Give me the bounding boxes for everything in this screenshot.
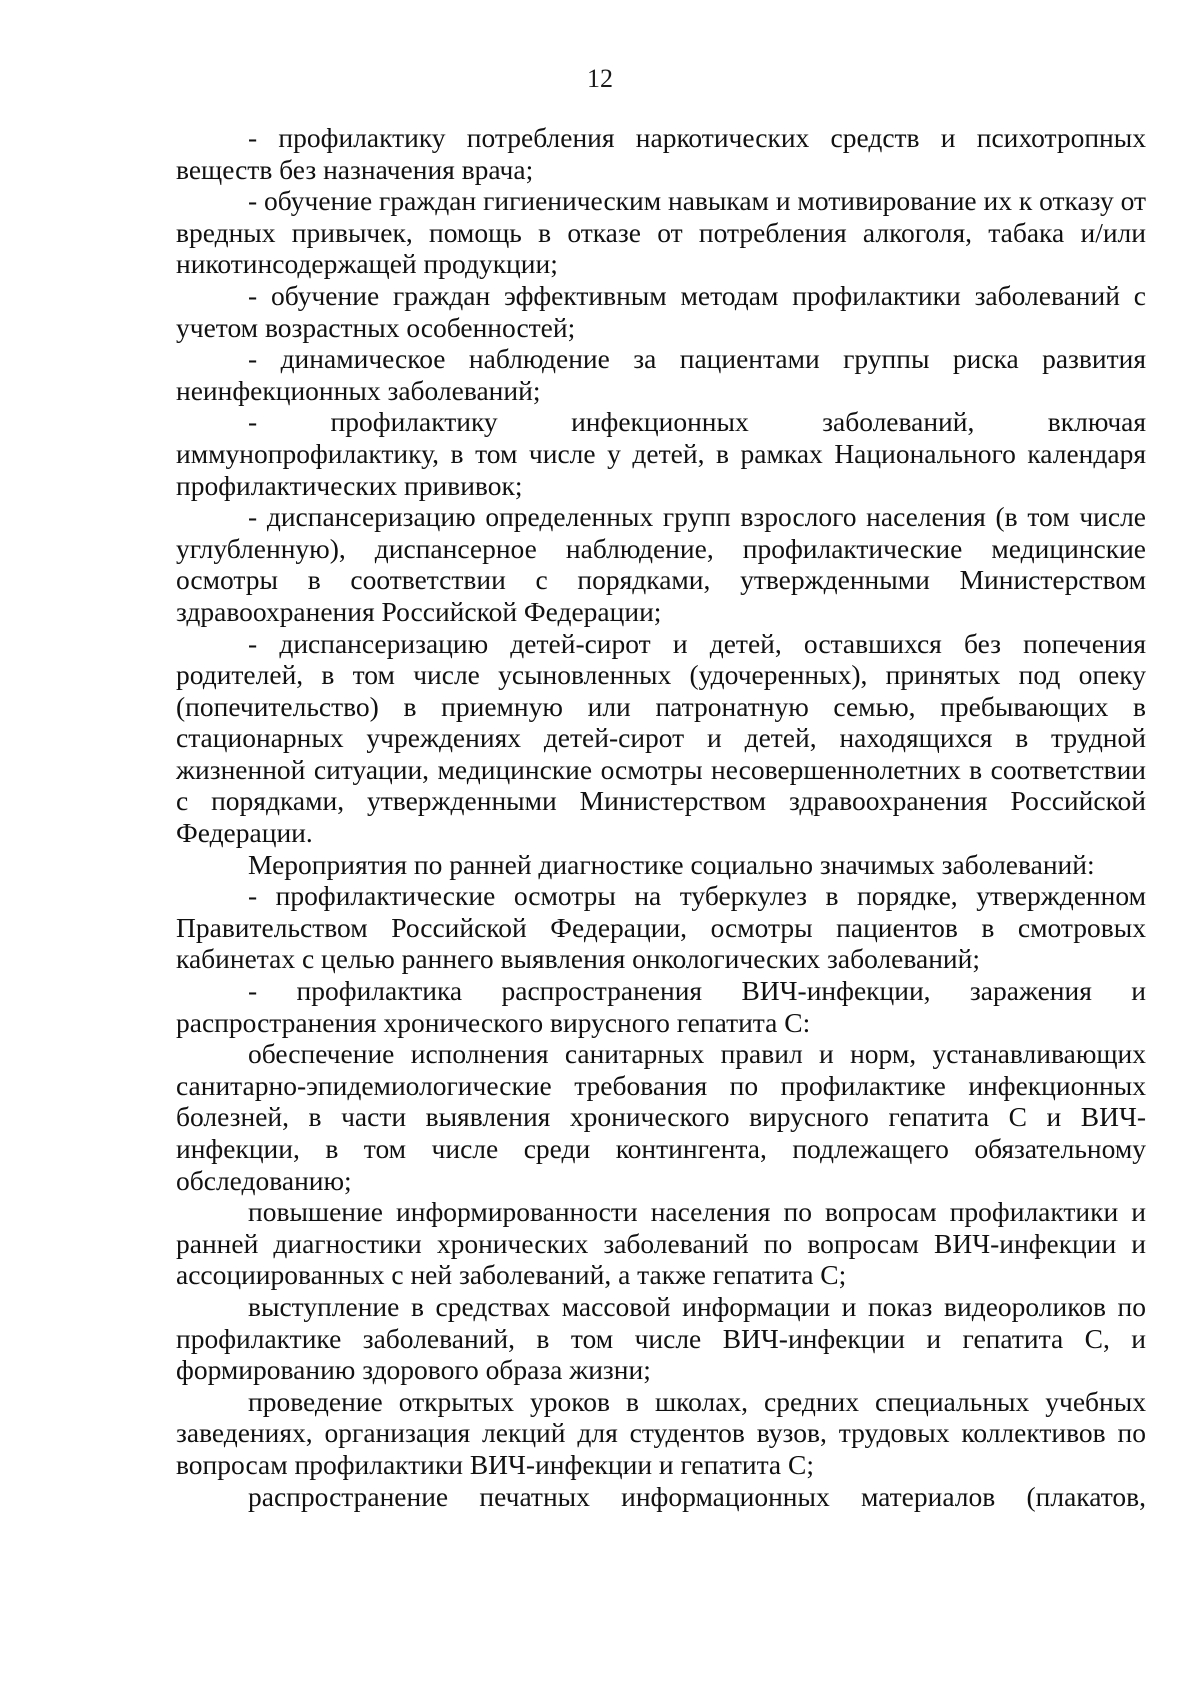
- paragraph-hiv-prevention: - профилактика распространения ВИЧ-инфекции, заражения и распространения хронического вирусного гепатита С:: [176, 975, 1146, 1038]
- paragraph-adult-dispensarization: - диспансеризацию определенных групп взрослого населения (в том числе углубленную), диспансерное наблюдение, профилактические медицинские осмотры в соответствии с порядками, утвержденными Министерством здравоохранения Российской Федерации;: [176, 501, 1146, 627]
- paragraph-tuberculosis-screening: - профилактические осмотры на туберкулез в порядке, утвержденном Правительством Российской Федерации, осмотры пациентов в смотровых кабинетах с целью раннего выявления онкологических заболеваний;: [176, 880, 1146, 975]
- paragraph-awareness: повышение информированности населения по вопросам профилактики и ранней диагностики хронических заболеваний по вопросам ВИЧ-инфекции и ассоциированных с ней заболеваний, а также гепатита С;: [176, 1196, 1146, 1291]
- paragraph-prevention-methods: - обучение граждан эффективным методам профилактики заболеваний с учетом возрастных особенностей;: [176, 279, 1146, 343]
- paragraph-dynamic-observation: - динамическое наблюдение за пациентами группы риска развития неинфекционных заболеваний;: [176, 343, 1146, 406]
- paragraph-sanitary-rules: обеспечение исполнения санитарных правил и норм, устанавливающих санитарно-эпидемиологические требования по профилактике инфекционных болезней, в части выявления хронического вирусного гепатита С и ВИЧ-инфекции, в том числе среди контингента, подлежащего обязательному обследованию;: [176, 1038, 1146, 1196]
- paragraph-infection-prevention: - профилактику инфекционных заболеваний, включая иммунопрофилактику, в том числе у детей, в рамках Национального календаря профилактических прививок;: [176, 406, 1146, 501]
- paragraph-hygiene-training: - обучение граждан гигиеническим навыкам и мотивирование их к отказу от вредных привычек, помощь в отказе от потребления алкоголя, табака и/или никотинсодержащей продукции;: [176, 185, 1146, 280]
- paragraph-printed-materials: распространение печатных информационных материалов (плакатов,: [248, 1480, 1146, 1512]
- paragraph-orphan-dispensarization: - диспансеризацию детей-сирот и детей, оставшихся без попечения родителей, в том числе усыновленных (удочеренных), принятых под опеку (попечительство) в приемную или патронатную семью, пребывающих в стационарных учреждениях детей-сирот и детей, находящихся в трудной жизненной ситуации, медицинские осмотры несовершеннолетних в соответствии с порядками, утвержденными Министерством здравоохранения Российской Федерации.: [176, 627, 1146, 849]
- document-body: [176, 122, 1146, 1512]
- paragraph-early-diagnostics-heading: Мероприятия по ранней диагностике социально значимых заболеваний:: [248, 848, 1095, 880]
- paragraph-drug-prevention: - профилактику потребления наркотических средств и психотропных веществ без назначения врача;: [176, 122, 1146, 185]
- paragraph-open-lessons: проведение открытых уроков в школах, средних специальных учебных заведениях, организация лекций для студентов вузов, трудовых коллективов по вопросам профилактики ВИЧ-инфекции и гепатита С;: [176, 1385, 1146, 1480]
- page-number: 12: [587, 64, 613, 93]
- paragraph-mass-media: выступление в средствах массовой информации и показ видеороликов по профилактике заболеваний, в том числе ВИЧ-инфекции и гепатита С, и формированию здорового образа жизни;: [176, 1290, 1146, 1386]
